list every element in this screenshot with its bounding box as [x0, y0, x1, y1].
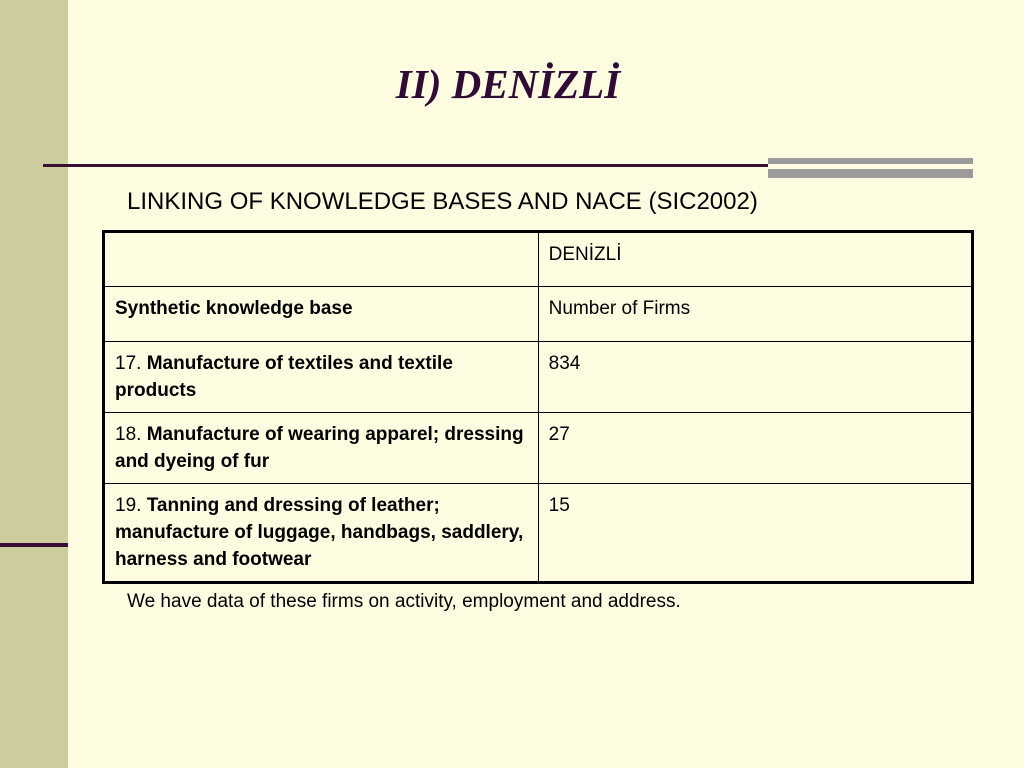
table-row — [104, 484, 973, 583]
footnote-text: We have data of these firms on activity, employment and address. — [127, 591, 681, 612]
slide-title: II) DENİZLİ — [395, 61, 621, 107]
firm-count-cell: 27 — [538, 413, 972, 484]
activity-cell — [104, 342, 539, 413]
activity-cell — [104, 413, 539, 484]
table-row — [104, 342, 973, 413]
firm-count-cell: 834 — [538, 342, 972, 413]
title-divider-accent — [768, 158, 973, 178]
table-header-row — [104, 232, 973, 287]
nace-code: 18. — [115, 424, 142, 445]
activity-name: Tanning and dressing of leather; manufacture of luggage, handbags, saddlery, harness and footwear — [115, 495, 524, 570]
table-row — [104, 413, 973, 484]
left-band-underline — [0, 543, 68, 547]
slide-subtitle: LINKING OF KNOWLEDGE BASES AND NACE (SIC2002) — [127, 188, 758, 215]
nace-code: 19. — [115, 495, 142, 516]
nace-code: 17. — [115, 353, 142, 374]
left-decorative-band — [0, 0, 68, 768]
subheader-cell-knowledge-base: Synthetic knowledge base — [104, 287, 539, 342]
activity-name: Manufacture of wearing apparel; dressing and dyeing of fur — [115, 424, 524, 472]
subheader-cell-number-of-firms: Number of Firms — [538, 287, 972, 342]
knowledge-base-table — [102, 230, 974, 584]
firm-count-cell: 15 — [538, 484, 972, 583]
activity-name: Manufacture of textiles and textile products — [115, 353, 453, 401]
header-cell-region: DENİZLİ — [538, 232, 972, 287]
table-subheader-row — [104, 287, 973, 342]
header-cell-empty — [104, 232, 539, 287]
activity-cell — [104, 484, 539, 583]
